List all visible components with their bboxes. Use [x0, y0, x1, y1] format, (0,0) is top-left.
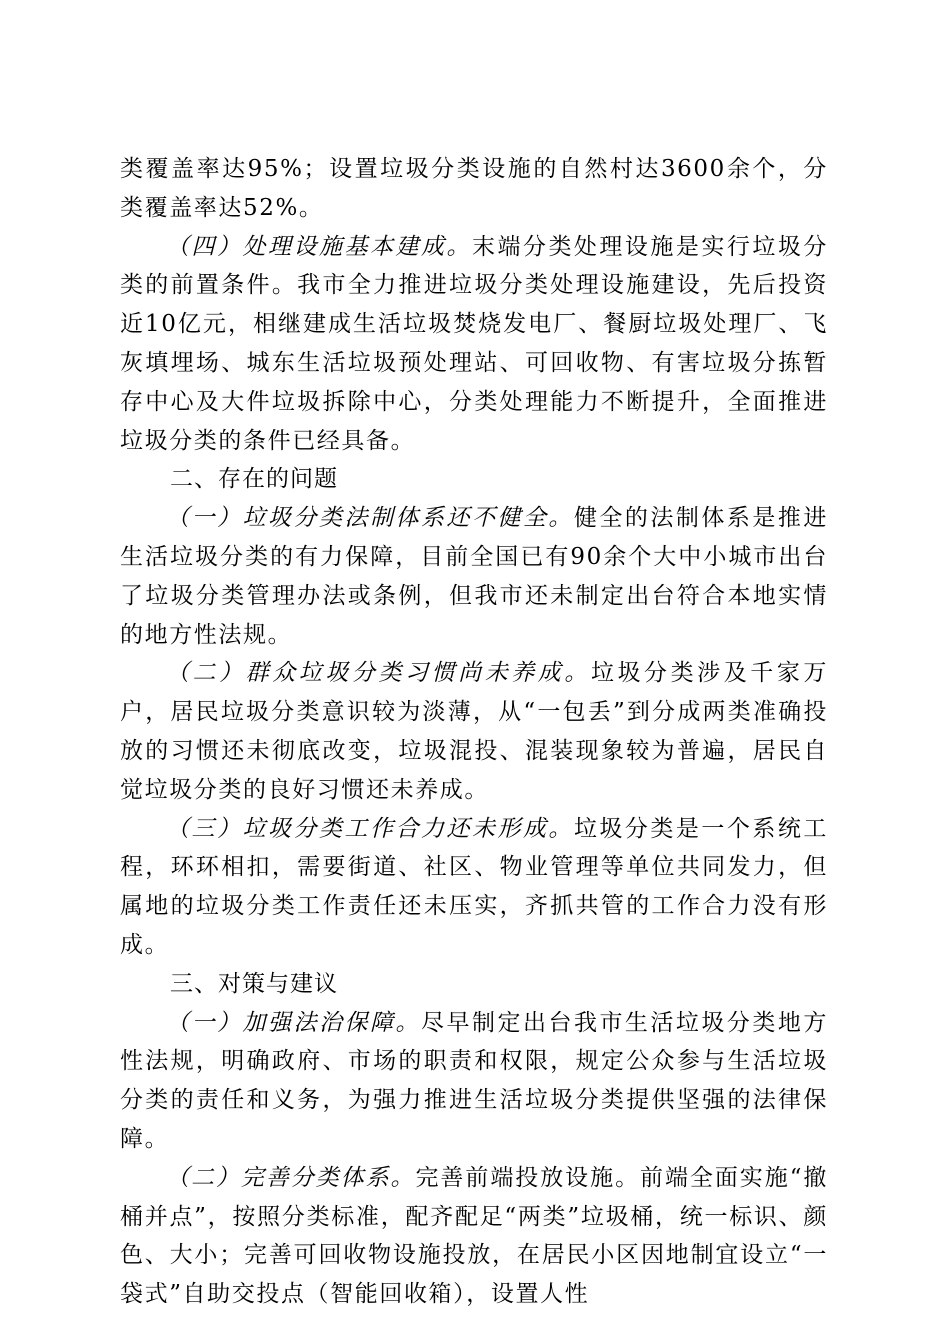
paragraph-lead: （二）群众垃圾分类习惯尚未养成。: [166, 660, 591, 687]
paragraph-problem-3: [120, 810, 828, 965]
paragraph-lead: （四）处理设施基本建成。: [166, 233, 472, 260]
paragraph-suggestion-2: [120, 1159, 828, 1314]
section-heading-suggestions: 三、对策与建议: [170, 970, 338, 997]
paragraph-lead: （一）垃圾分类法制体系还不健全。: [166, 505, 574, 532]
paragraph-facilities: [120, 228, 828, 461]
paragraph-suggestion-1: [120, 1004, 828, 1159]
paragraph-text: 垃圾分类涉及千家万户，居民垃圾分类意识较为淡薄，从“一包丢”到分成两类准确投放的习惯还未彻底改变，垃圾混投、混装现象较为普遍，居民自觉垃圾分类的良好习惯还未养成。: [120, 660, 828, 803]
paragraph-text: 尽早制定出台我市生活垃圾分类地方性法规，明确政府、市场的职责和权限，规定公众参与生活垃圾分类的责任和义务，为强力推进生活垃圾分类提供坚强的法律保障。: [120, 1009, 829, 1152]
section-heading-problems: 二、存在的问题: [170, 466, 338, 493]
paragraph-continuation: 类覆盖率达95%；设置垃圾分类设施的自然村达3600余个，分类覆盖率达52%。: [120, 156, 828, 221]
document-body: [120, 150, 828, 1314]
paragraph-lead: （三）垃圾分类工作合力还未形成。: [166, 815, 574, 842]
paragraph-problem-1: [120, 499, 828, 654]
paragraph-lead: （二）完善分类体系。: [166, 1164, 416, 1191]
paragraph-text: 完善前端投放设施。前端全面实施“撤桶并点”，按照分类标准，配齐配足“两类”垃圾桶，统一标识、颜色、大小；完善可回收物设施投放，在居民小区因地制宜设立“一袋式”自助交投点（智能回收箱），设置人性: [120, 1164, 829, 1308]
paragraph-problem-2: [120, 654, 828, 809]
paragraph-text: 末端分类处理设施是实行垃圾分类的前置条件。我市全力推进垃圾分类处理设施建设，先后投资近10亿元，相继建成生活垃圾焚烧发电厂、餐厨垃圾处理厂、飞灰填埋场、城东生活垃圾预处理站、可回收物、有害垃圾分拣暂存中心及大件垃圾拆除中心，分类处理能力不断提升，全面推进垃圾分类的条件已经具备。: [120, 233, 828, 454]
paragraph-lead: （一）加强法治保障。: [166, 1009, 421, 1036]
paragraph-text: 健全的法制体系是推进生活垃圾分类的有力保障，目前全国已有90余个大中小城市出台了垃圾分类管理办法或条例，但我市还未制定出台符合本地实情的地方性法规。: [120, 505, 828, 648]
paragraph-text: 垃圾分类是一个系统工程，环环相扣，需要街道、社区、物业管理等单位共同发力，但属地的垃圾分类工作责任还未压实，齐抓共管的工作合力没有形成。: [120, 815, 828, 958]
